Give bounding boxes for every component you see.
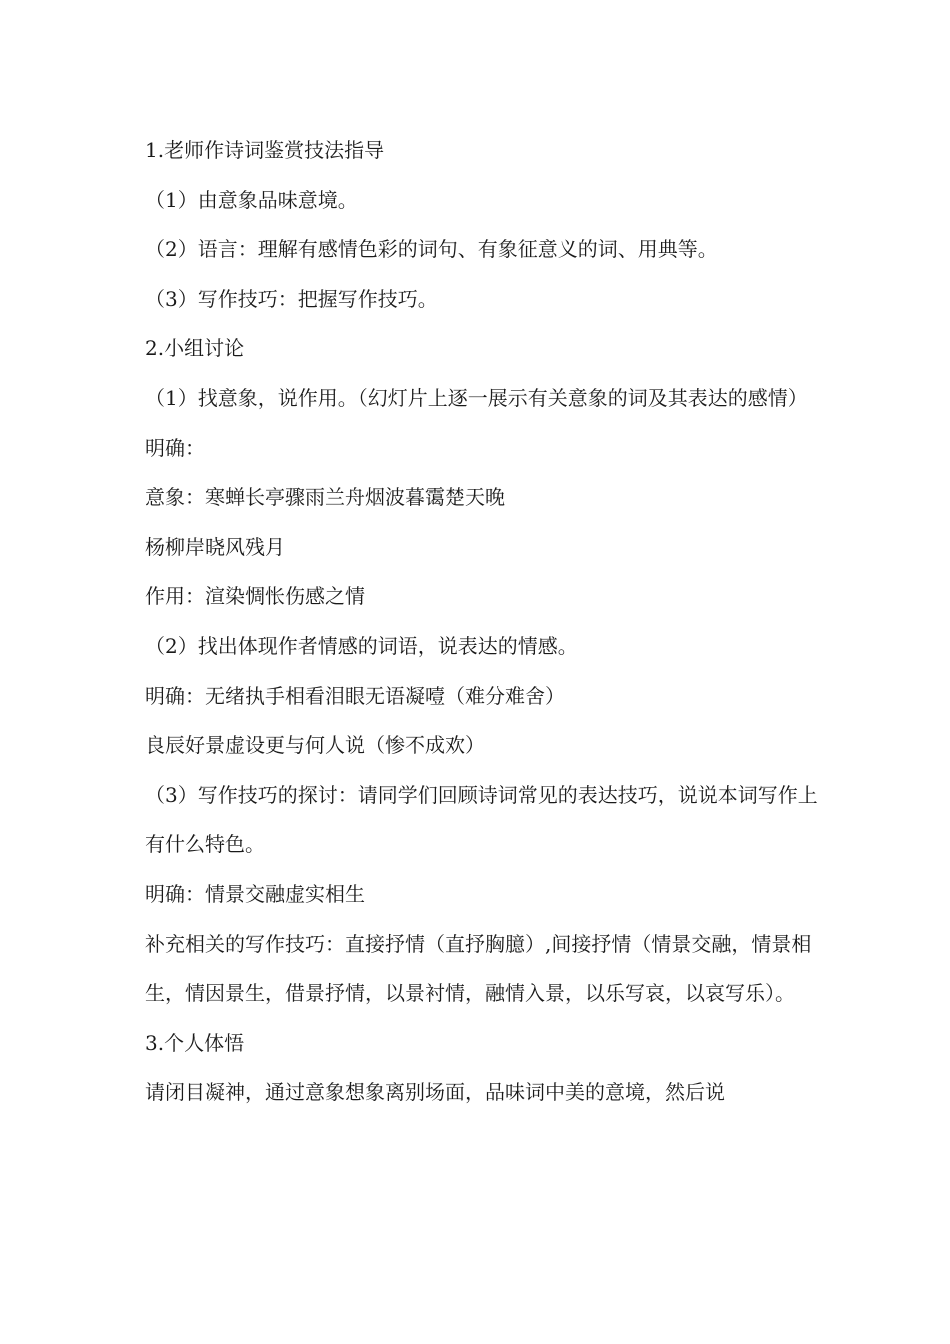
paragraph: （3）写作技巧：把握写作技巧。 — [145, 286, 438, 311]
paragraph: 意象：寒蝉长亭骤雨兰舟烟波暮霭楚天晚 — [145, 485, 505, 510]
section-heading-1: 1.老师作诗词鉴赏技法指导 — [145, 138, 385, 162]
section-heading-2: 2.小组讨论 — [145, 336, 245, 361]
paragraph: 明确：无绪执手相看泪眼无语凝噎（难分难舍） — [145, 683, 565, 708]
paragraph: （2）语言：理解有感情色彩的词句、有象征意义的词、用典等。 — [145, 237, 718, 262]
paragraph: 良辰好景虚设更与何人说（惨不成欢） — [145, 733, 485, 758]
paragraph: 杨柳岸晓风残月 — [145, 534, 285, 559]
document-body — [145, 126, 825, 1118]
paragraph: （1）找意象，说作用。（幻灯片上逐一展示有关意象的词及其表达的感情） — [145, 385, 808, 410]
section-heading-3: 3.个人体悟 — [145, 1030, 245, 1055]
paragraph: 请闭目凝神，通过意象想象离别场面，品味词中美的意境，然后说 — [145, 1080, 725, 1105]
paragraph: （2）找出体现作者情感的词语，说表达的情感。 — [145, 633, 578, 658]
paragraph: 补充相关的写作技巧：直接抒情（直抒胸臆）,间接抒情（情景交融，情景相生，情因景生，借景抒情，以景衬情，融情入景，以乐写哀，以哀写乐）。 — [145, 931, 812, 1006]
paragraph: （1）由意象品味意境。 — [145, 187, 358, 212]
paragraph: （3）写作技巧的探讨：请同学们回顾诗词常见的表达技巧，说说本词写作上有什么特色。 — [145, 782, 818, 857]
paragraph: 明确： — [145, 435, 205, 460]
paragraph: 明确：情景交融虚实相生 — [145, 881, 365, 906]
paragraph: 作用：渲染惆怅伤感之情 — [145, 584, 365, 609]
